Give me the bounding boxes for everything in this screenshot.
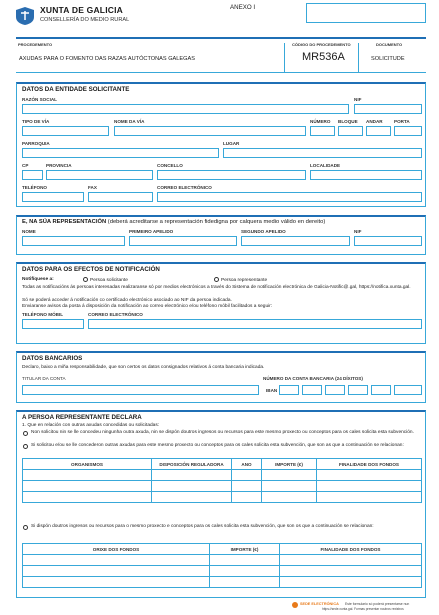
aids-col-importe: IMPORTE (€) [262, 459, 317, 470]
form-code-box [306, 3, 426, 23]
bloque-label: BLOQUE [338, 119, 358, 124]
rep-segundo-label: SEGUNDO APELIDO [241, 229, 286, 234]
porta-field[interactable] [394, 126, 422, 136]
nome-via-label: NOME DA VÍA [114, 119, 145, 124]
aids-row[interactable] [23, 481, 422, 492]
numero-label: NÚMERO [310, 119, 331, 124]
provincia-field[interactable] [46, 170, 153, 180]
titular-field[interactable] [22, 385, 259, 395]
footer-note-2: https://sede.xunta.gal. Formas presentar noutros rexistros [322, 607, 404, 611]
rep-segundo-field[interactable] [241, 236, 350, 246]
declaration-title: A PERSOA REPRESENTANTE DECLARA [22, 414, 142, 421]
applicant-nif-label: NIF [354, 97, 362, 102]
sede-logo-icon [292, 602, 298, 608]
iban-label: IBAN [266, 388, 278, 393]
footer-note-1: Este formulario só poderá presentarse nun [345, 602, 410, 606]
notify-to-row [22, 277, 54, 283]
declaration-section [16, 410, 426, 598]
declaration-item-1: 1. Que en relación con outras axudas concedidas ou solicitadas: [22, 423, 160, 428]
iban-box-5[interactable] [371, 385, 391, 395]
iban-box-1[interactable] [279, 385, 299, 395]
bank-declaration: Declaro, baixo a miña responsabilidade, que son certos os datos consignados relativos á conta bancaria indicada. [22, 365, 265, 370]
applicant-title: DATOS DA ENTIDADE SOLICITANTE [22, 86, 130, 93]
lugar-label: LUGAR [223, 141, 240, 146]
aids-col-disposicion: DISPOSICIÓN REGULADORA [152, 459, 232, 470]
notification-paragraph-1: Todas as notificacións ás persoas interesadas realizaranse só por medios electrónicos a través do Sistema de notificación electrónica de Galicia-Notific@.gal, https://notifica.xunta.gal. [22, 285, 411, 290]
notif-correo-label: CORREO ELECTRÓNICO [88, 312, 143, 317]
representative-section [16, 215, 426, 255]
movil-field[interactable] [22, 319, 84, 329]
option-c-radio[interactable] [23, 525, 28, 530]
account-number-label: NÚMERO DA CONTA BANCARIA (24 DÍXITOS) [263, 376, 363, 381]
tipo-via-label: TIPO DE VÍA [22, 119, 50, 124]
rep-primeiro-label: PRIMEIRO APELIDO [129, 229, 174, 234]
income-col-importe: IMPORTE (€) [210, 544, 280, 555]
sede-logo-text: SEDE ELECTRÓNICA [300, 602, 339, 606]
representative-title-text: E, NA SÚA REPRESENTACIÓN [22, 219, 107, 225]
concello-label: CONCELLO [157, 163, 183, 168]
notification-title: DATOS PARA OS EFECTOS DE NOTIFICACIÓN [22, 266, 160, 273]
notify-to-label: Notifíquese a: [22, 277, 54, 282]
razon-social-field[interactable] [22, 104, 349, 114]
correo-label: CORREO ELECTRÓNICO [157, 185, 212, 190]
nome-via-field[interactable] [114, 126, 306, 136]
rep-primeiro-field[interactable] [129, 236, 237, 246]
income-row[interactable] [23, 566, 422, 577]
aids-col-organismos: ORGANISMOS [23, 459, 152, 470]
parroquia-label: PARROQUIA [22, 141, 50, 146]
telefono-field[interactable] [22, 192, 84, 202]
titular-label: TITULAR DA CONTA [22, 376, 66, 381]
document-label: DOCUMENTO [376, 42, 403, 47]
porta-label: PORTA [394, 119, 410, 124]
aids-row[interactable] [23, 470, 422, 481]
andar-label: ANDAR [366, 119, 383, 124]
notif-correo-field[interactable] [88, 319, 422, 329]
procedure-name: AXUDAS PARA O FOMENTO DAS RAZAS AUTÓCTONAS GALEGAS [19, 56, 195, 62]
notification-section [16, 262, 426, 344]
other-income-table [22, 543, 422, 588]
movil-label: TELÉFONO MÓBIL [22, 312, 64, 317]
applicant-nif-field[interactable] [354, 104, 422, 114]
iban-box-6[interactable] [394, 385, 422, 395]
iban-box-2[interactable] [302, 385, 322, 395]
option-a-radio[interactable] [23, 431, 28, 436]
cp-label: CP [22, 163, 29, 168]
department-name: CONSELLERÍA DO MEDIO RURAL [40, 17, 130, 23]
income-row[interactable] [23, 577, 422, 588]
option-c-text: Si dispón doutros ingresos ou recursos para o mesmo proxecto e conceptos para os cales solicita esta subvención, que son os que a continuación se relacionan: [31, 524, 374, 529]
income-col-orixe: ORIXE DOS FONDOS [23, 544, 210, 555]
provincia-label: PROVINCIA [46, 163, 72, 168]
iban-box-4[interactable] [348, 385, 368, 395]
numero-field[interactable] [310, 126, 335, 136]
notify-applicant-radio[interactable] [83, 277, 88, 282]
aids-col-finalidade: FINALIDADE DOS FONDOS [317, 459, 422, 470]
razon-social-label: RAZÓN SOCIAL [22, 97, 57, 102]
document-type: SOLICITUDE [371, 56, 405, 62]
fax-label: FAX [88, 185, 97, 190]
notify-applicant-option[interactable] [83, 277, 128, 284]
bank-title: DATOS BANCARIOS [22, 355, 83, 362]
procedure-band [16, 37, 426, 73]
other-aids-table [22, 458, 422, 503]
bank-section [16, 351, 426, 403]
tipo-via-field[interactable] [22, 126, 109, 136]
notify-representative-radio[interactable] [214, 277, 219, 282]
xunta-logo [14, 6, 36, 26]
rep-nif-field[interactable] [354, 236, 422, 246]
fax-field[interactable] [88, 192, 153, 202]
procedure-code: MR536A [302, 51, 345, 63]
option-b-radio[interactable] [23, 444, 28, 449]
rep-nome-label: NOME [22, 229, 36, 234]
notify-representative-option[interactable] [214, 277, 267, 284]
procedure-label: PROCEDEMENTO [18, 42, 53, 47]
procedure-code-label: CÓDIGO DO PROCEDEMENTO [292, 42, 351, 47]
org-name: XUNTA DE GALICIA [40, 5, 124, 15]
applicant-section [16, 82, 426, 207]
representative-title [22, 219, 325, 225]
localidade-label: LOCALIDADE [310, 163, 341, 168]
cp-field[interactable] [22, 170, 43, 180]
rep-nome-field[interactable] [22, 236, 125, 246]
representative-note: (deberá acreditarse a representación fidedigna por calquera medio válido en dereito) [107, 219, 326, 225]
localidade-field[interactable] [310, 170, 422, 180]
andar-field[interactable] [366, 126, 391, 136]
bloque-field[interactable] [338, 126, 363, 136]
notification-paragraph-3: Enviaranse avisos da posta á disposición da notificación ao correo electrónico e/ou teléfono móbil facilitados a seguir: [22, 304, 273, 309]
correo-field[interactable] [157, 192, 422, 202]
notify-representative-label: Persoa representante [221, 277, 268, 283]
aids-col-ano: ANO [232, 459, 262, 470]
aids-row[interactable] [23, 492, 422, 503]
option-a-text: Non solicitou nin se lle concedeu ningunha outra axuda, nin se dispón doutros ingresos ou recursos para este mesmo proxecto ou conceptos para os cales solicita esta subvención. [31, 430, 414, 435]
notify-applicant-label: Persoa solicitante [90, 277, 128, 283]
rep-nif-label: NIF [354, 229, 362, 234]
parroquia-field[interactable] [22, 148, 219, 158]
income-row[interactable] [23, 555, 422, 566]
telefono-label: TELÉFONO [22, 185, 48, 190]
notification-paragraph-2: Só se poderá acceder á notificación co certificado electrónico asociado ao NIF da persoa indicada. [22, 298, 232, 303]
option-b-text: Si solicitou e/ou se lle concederon outras axudas para este mesmo proxecto ou conceptos para os cales solicita esta subvención, que son as que a continuación se relacionan: [31, 443, 404, 448]
iban-box-3[interactable] [325, 385, 345, 395]
income-col-finalidade: FINALIDADE DOS FONDOS [280, 544, 422, 555]
lugar-field[interactable] [223, 148, 422, 158]
annex-label: ANEXO I [230, 4, 256, 11]
concello-field[interactable] [157, 170, 306, 180]
